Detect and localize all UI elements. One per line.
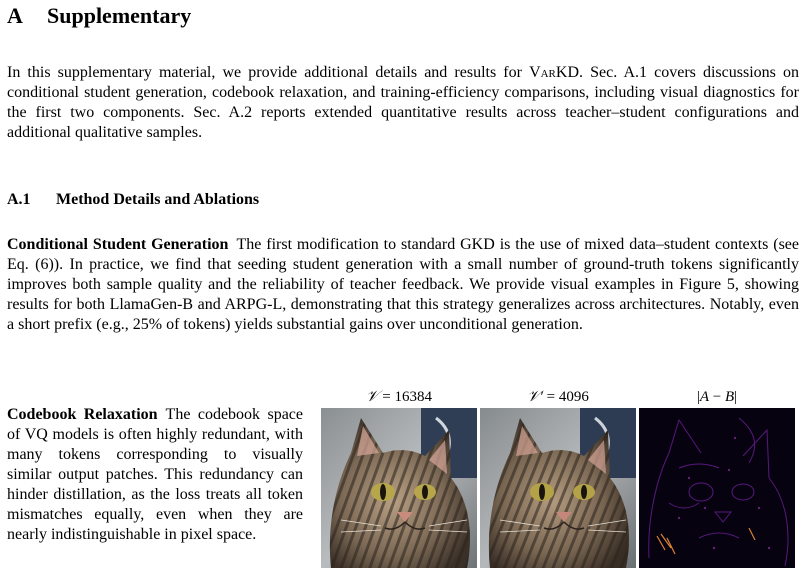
method-name: VarKD bbox=[529, 64, 580, 81]
codebook-figure bbox=[321, 388, 799, 568]
codebook-relaxation-paragraph bbox=[7, 405, 303, 545]
cat-image-full-codebook bbox=[321, 408, 477, 568]
section-heading bbox=[7, 2, 191, 30]
cat-image-reduced-codebook bbox=[480, 408, 636, 568]
subsection-number: A.1 bbox=[7, 191, 31, 208]
codebook-relaxation-column bbox=[7, 400, 307, 585]
caption-full-codebook bbox=[321, 388, 477, 406]
caption-b-symbol: 𝒱′ bbox=[527, 389, 543, 405]
caption-c-open: | bbox=[696, 389, 700, 405]
caption-b-value: = 4096 bbox=[542, 389, 589, 405]
caption-c-b: B bbox=[724, 389, 735, 405]
caption-c-a: A bbox=[699, 389, 710, 405]
caption-a-value: = 16384 bbox=[378, 389, 432, 405]
difference-heatmap bbox=[639, 408, 795, 568]
intro-text-2: . Sec. A.1 covers discussions on conditional student generation, codebook relaxation, and training-efficiency comparisons, including visual diagnostics for the first two components. Sec. A.2 reports extended quantitative results across teacher–student configurations and additional qualitative samples. bbox=[7, 64, 799, 141]
codebook-relaxation-text: The codebook space of VQ models is often highly redundant, with many tokens corresponding to visually similar output patches. This redundancy can hinder distillation, as the loss treats all token mismatches equally, even when they are nearly indistinguishable in pixel space. bbox=[7, 406, 303, 543]
intro-paragraph bbox=[7, 63, 799, 143]
caption-c-minus: − bbox=[709, 389, 725, 405]
caption-a-symbol: 𝒱 bbox=[366, 389, 379, 405]
subsection-heading bbox=[7, 190, 259, 210]
intro-text-1: In this supplementary material, we provide additional details and results for bbox=[7, 64, 530, 81]
conditional-generation-text: The first modification to standard GKD is the use of mixed data–student contexts (see Eq. (6)). In practice, we find that seeding student generation with a small number of ground-truth tokens significantly improves both sample quality and the reliability of teacher feedback. We provide visual examples in Figure 5, showing results for both LlamaGen-B and ARPG-L, demonstrating that this strategy generalizes across architectures. Notably, even a short prefix (e.g., 25% of tokens) yields substantial gains over unconditional generation. bbox=[7, 236, 799, 333]
caption-c-close: | bbox=[734, 389, 738, 405]
section-title: Supplementary bbox=[47, 3, 192, 28]
section-number: A bbox=[7, 3, 23, 28]
caption-difference bbox=[639, 388, 795, 406]
codebook-relaxation-heading: Codebook Relaxation bbox=[7, 406, 158, 423]
conditional-generation-paragraph bbox=[7, 235, 799, 335]
caption-reduced-codebook bbox=[480, 388, 636, 406]
subsection-title: Method Details and Ablations bbox=[56, 191, 260, 208]
conditional-generation-heading: Conditional Student Generation bbox=[7, 236, 229, 253]
